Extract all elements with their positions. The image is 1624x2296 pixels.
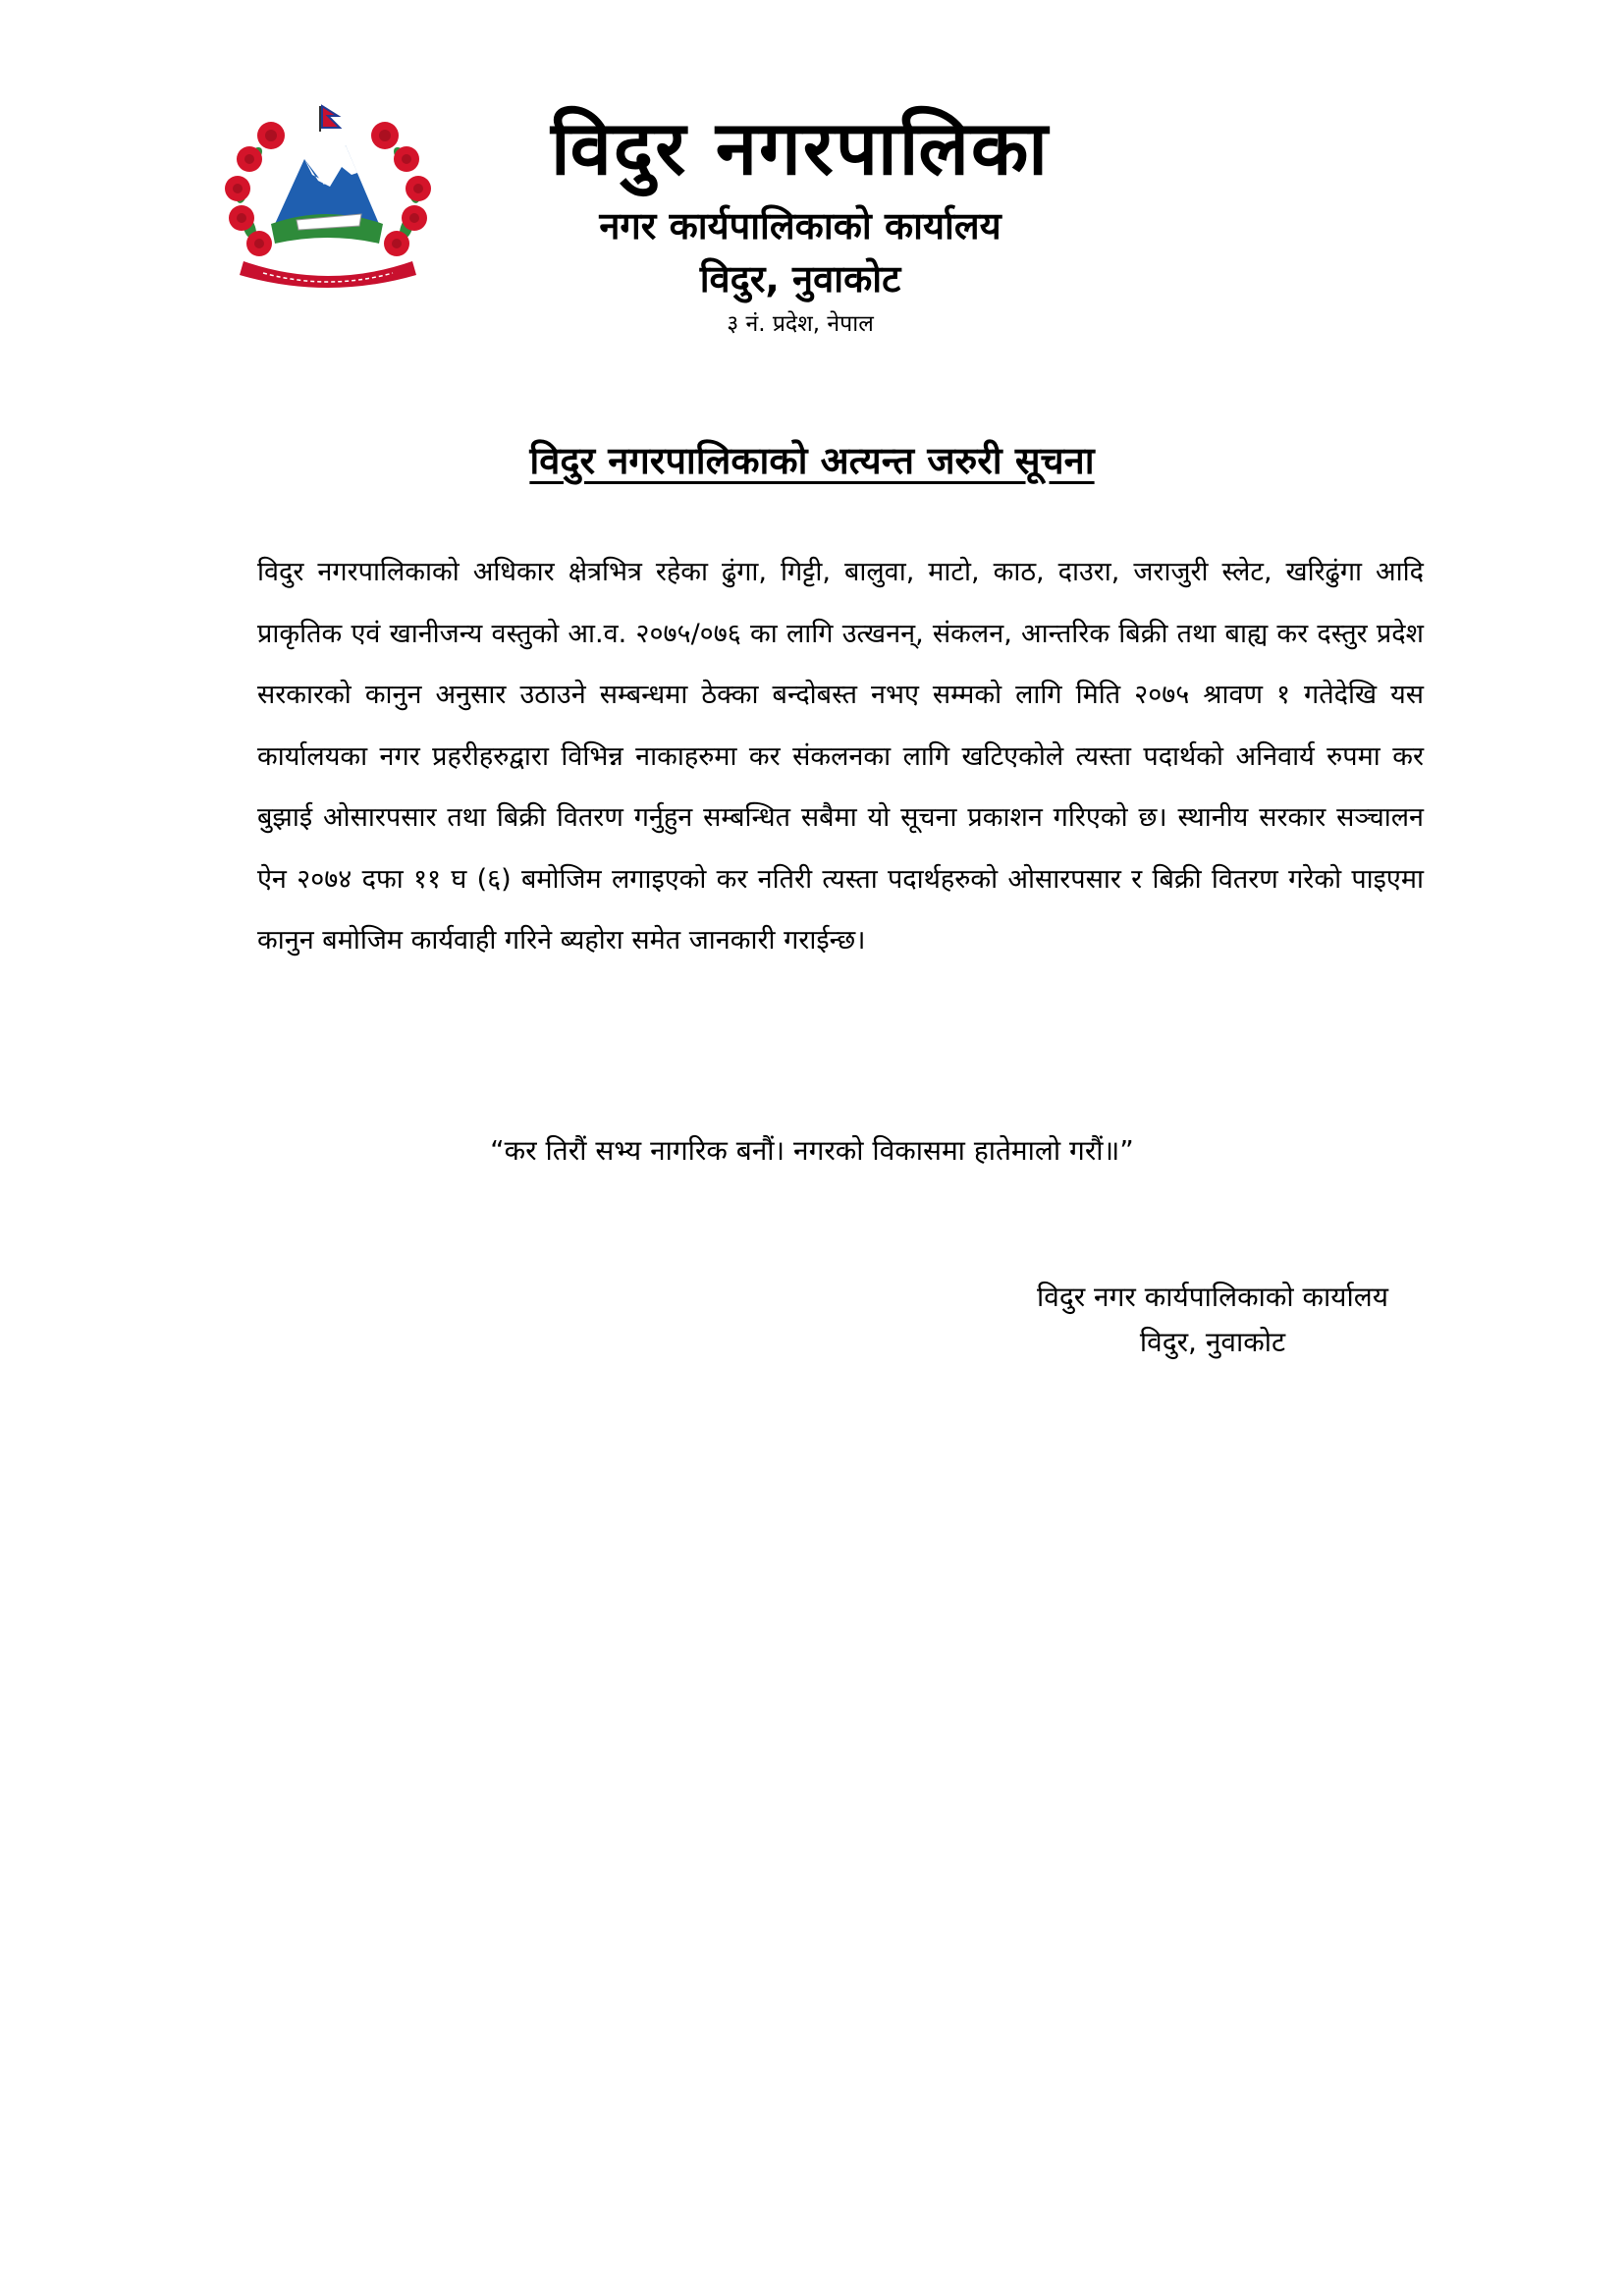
letterhead bbox=[461, 103, 1139, 341]
office-location: विदुर, नुवाकोट bbox=[699, 257, 901, 301]
notice-body: विदुर नगरपालिकाको अधिकार क्षेत्रभित्र रहेका ढुंगा, गिट्टी, बालुवा, माटो, काठ, दाउरा, जराजुरी स्लेट, खरिढुंगा आदि प्राकृतिक एवं खानीजन्य वस्तुको आ.व. २०७५/०७६ का लागि उत्खनन्, संकलन, आन्तरिक बिक्री तथा बाह्य कर दस्तुर प्रदेश सरकारको कानुन अनुसार उठाउने सम्बन्धमा ठेक्का बन्दोबस्त नभए सम्मको लागि मिति २०७५ श्रावण १ गतेदेखि यस कार्यालयका नगर प्रहरीहरुद्वारा विभिन्न नाकाहरुमा कर संकलनका लागि खटिएकोले त्यस्ता पदार्थको अनिवार्य रुपमा कर बुझाई ओसारपसार तथा बिक्री वितरण गर्नुहुन सम्बन्धित सबैमा यो सूचना प्रकाशन गरिएको छ। स्थानीय सरकार सञ्चालन ऐन २०७४ दफा ११ घ (६) बमोजिम लगाइएको कर नतिरी त्यस्ता पदार्थहरुको ओसारपसार र बिक्री वितरण गरेको पाइएमा कानुन बमोजिम कार्यवाही गरिने ब्यहोरा समेत जानकारी गराईन्छ। bbox=[257, 557, 1424, 956]
signature-block bbox=[938, 1275, 1488, 1365]
office-name: नगर कार्यपालिकाको कार्यालय bbox=[599, 204, 1001, 247]
province-line: ३ नं. प्रदेश, नेपाल bbox=[727, 311, 874, 337]
emblem-icon bbox=[214, 98, 442, 295]
signature-place: विदुर, नुवाकोट bbox=[1139, 1326, 1286, 1358]
notice-slogan: “कर तिरौं सभ्य नागरिक बनौं। नगरको विकासमा हातेमालो गरौं॥” bbox=[490, 1134, 1134, 1167]
organization-name: विदुर नगरपालिका bbox=[550, 104, 1050, 191]
notice-title: विदुर नगरपालिकाको अत्यन्त जरुरी सूचना bbox=[529, 439, 1095, 482]
notice-title-wrapper bbox=[0, 434, 1624, 485]
signature-office: विदुर नगर कार्यपालिकाको कार्यालय bbox=[1037, 1281, 1388, 1313]
